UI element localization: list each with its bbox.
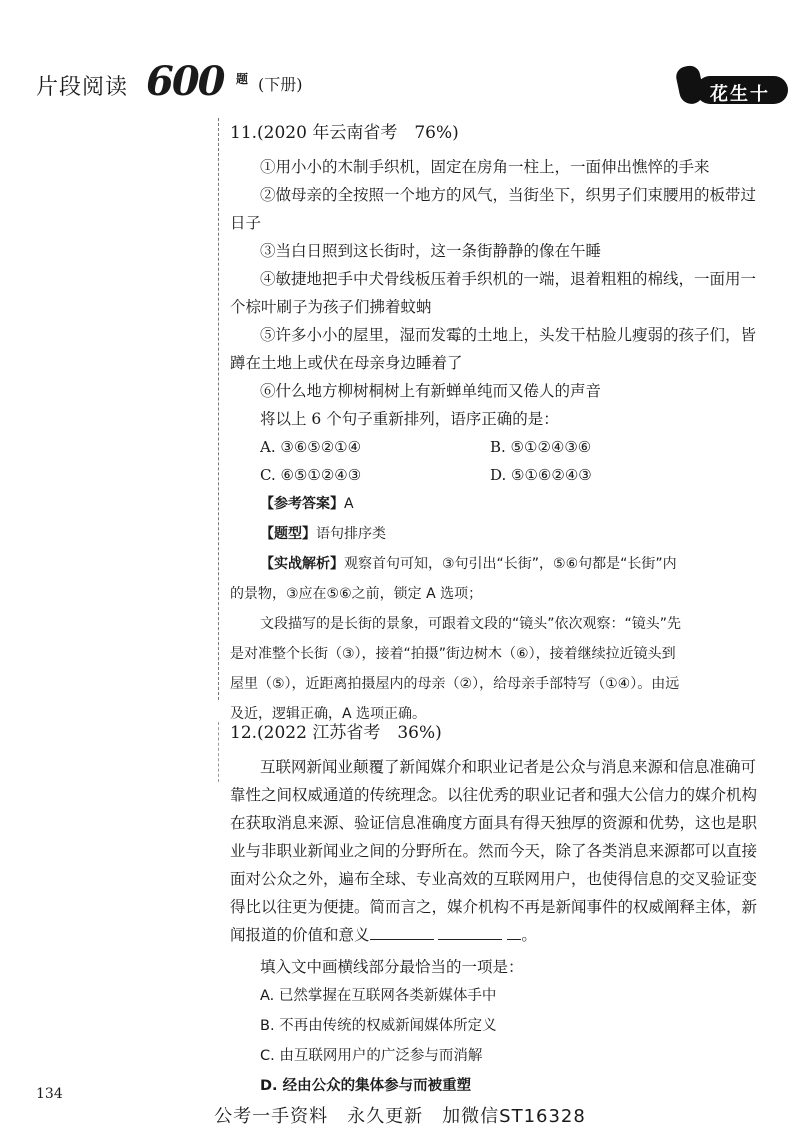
- analysis-2-cont: 屋里（⑤），近距离拍摄屋内的母亲（②），给母亲手部特写（①④）。由远: [230, 676, 680, 692]
- question-header: 11.(2020 年云南省考 76%): [230, 123, 459, 143]
- sentence-2: ②做母亲的全按照一个地方的风气，当街坐下，织男子们束腰用的板带过: [260, 186, 757, 204]
- passage-line: 靠性之间权威通道的传统理念。以往优秀的职业记者和强大公信力的媒介机构: [230, 786, 758, 804]
- book-number-suffix: 题: [236, 72, 249, 86]
- option-c: C. 由互联网用户的广泛参与而消解: [260, 1048, 483, 1064]
- analysis-2-cont: 及近，逻辑正确，A 选项正确。: [230, 706, 427, 722]
- passage-line: 闻报道的价值和意义 。: [230, 926, 537, 944]
- footer-note: 公考一手资料 永久更新 加微信ST16328: [214, 1106, 586, 1127]
- sentence-4: ④敏捷地把手中犬骨线板压着手织机的一端，退着粗粗的棉线，一面用一: [260, 270, 757, 288]
- brand-logo: [678, 66, 788, 131]
- option-a: A. 已然掌握在互联网各类新媒体手中: [260, 988, 497, 1004]
- analysis-2: 文段描写的是长街的景象，可跟着文段的“镜头”依次观察：“镜头”先: [260, 616, 682, 632]
- analysis-2-cont: 是对准整个长街（③），接着“拍摄”街边树木（⑥），接着继续拉近镜头到: [230, 646, 676, 662]
- analysis: 【实战解析】观察首句可知，③句引出“长街”，⑤⑥句都是“长街”内: [260, 556, 677, 572]
- passage-line: 在获取消息来源、验证信息准确度方面具有得天独厚的资源和优势，这也是职: [230, 814, 758, 832]
- option-b: B. ⑤①②④③⑥: [490, 438, 592, 456]
- sentence-2-cont: 日子: [230, 214, 262, 232]
- question-prompt: 填入文中画横线部分最恰当的一项是：: [260, 958, 524, 976]
- passage-line: 得比以往更为便捷。简而言之，媒介机构不再是新闻事件的权威阐释主体，新: [230, 898, 758, 916]
- fill-blank: [370, 927, 434, 940]
- sentence-5: ⑤许多小小的屋里，湿而发霉的土地上，头发干枯脸儿瘦弱的孩子们，皆: [260, 326, 757, 344]
- question-header: 12.(2022 江苏省考 36%): [230, 723, 442, 743]
- option-b: B. 不再由传统的权威新闻媒体所定义: [260, 1018, 497, 1034]
- fill-blank: [438, 927, 502, 940]
- answer: 【参考答案】A: [260, 496, 354, 512]
- sentence-1: ①用小小的木制手织机，固定在房角一柱上，一面伸出憔悴的手来: [260, 158, 710, 176]
- option-c: C. ⑥⑤①②④③: [260, 466, 362, 484]
- question-12: [230, 718, 760, 1101]
- passage-line: 互联网新闻业颠覆了新闻媒介和职业记者是公众与消息来源和信息准确可: [260, 758, 757, 776]
- question-11: [230, 118, 760, 729]
- page-number: 134: [36, 1086, 63, 1102]
- fill-blank: [507, 927, 521, 940]
- question-prompt: 将以上 6 个句子重新排列，语序正确的是：: [260, 410, 559, 428]
- option-a: A. ③⑥⑤②①④: [260, 438, 362, 456]
- book-title: 片段阅读: [36, 75, 129, 100]
- margin-rule: [218, 722, 219, 782]
- page-header: [36, 58, 770, 131]
- passage-line: 业与非职业新闻业之间的分野所在。然而今天，除了各类消息来源都可以直接: [230, 842, 758, 860]
- option-d: D. 经由公众的集体参与而被重塑: [260, 1078, 472, 1094]
- option-d: D. ⑤①⑥②④③: [490, 466, 592, 484]
- margin-rule: [218, 118, 219, 700]
- sentence-5-cont: 蹲在土地上或伏在母亲身边睡着了: [230, 354, 463, 372]
- book-volume: (下册): [258, 75, 303, 94]
- passage-line: 面对公众之外，遍布全球、专业高效的互联网用户，也使得信息的交叉验证变: [230, 870, 758, 888]
- book-number: 600: [146, 58, 224, 105]
- sentence-3: ③当白日照到这长街时，这一条街静静的像在午睡: [260, 242, 602, 260]
- sentence-6: ⑥什么地方柳树桐树上有新蝉单纯而又倦人的声音: [260, 382, 602, 400]
- brand-name: 花生十三: [710, 84, 770, 131]
- question-type: 【题型】语句排序类: [260, 526, 386, 542]
- sentence-4-cont: 个棕叶刷子为孩子们拂着蚊蚋: [230, 298, 432, 316]
- analysis-cont: 的景物，③应在⑤⑥之前，锁定 A 选项；: [230, 586, 483, 602]
